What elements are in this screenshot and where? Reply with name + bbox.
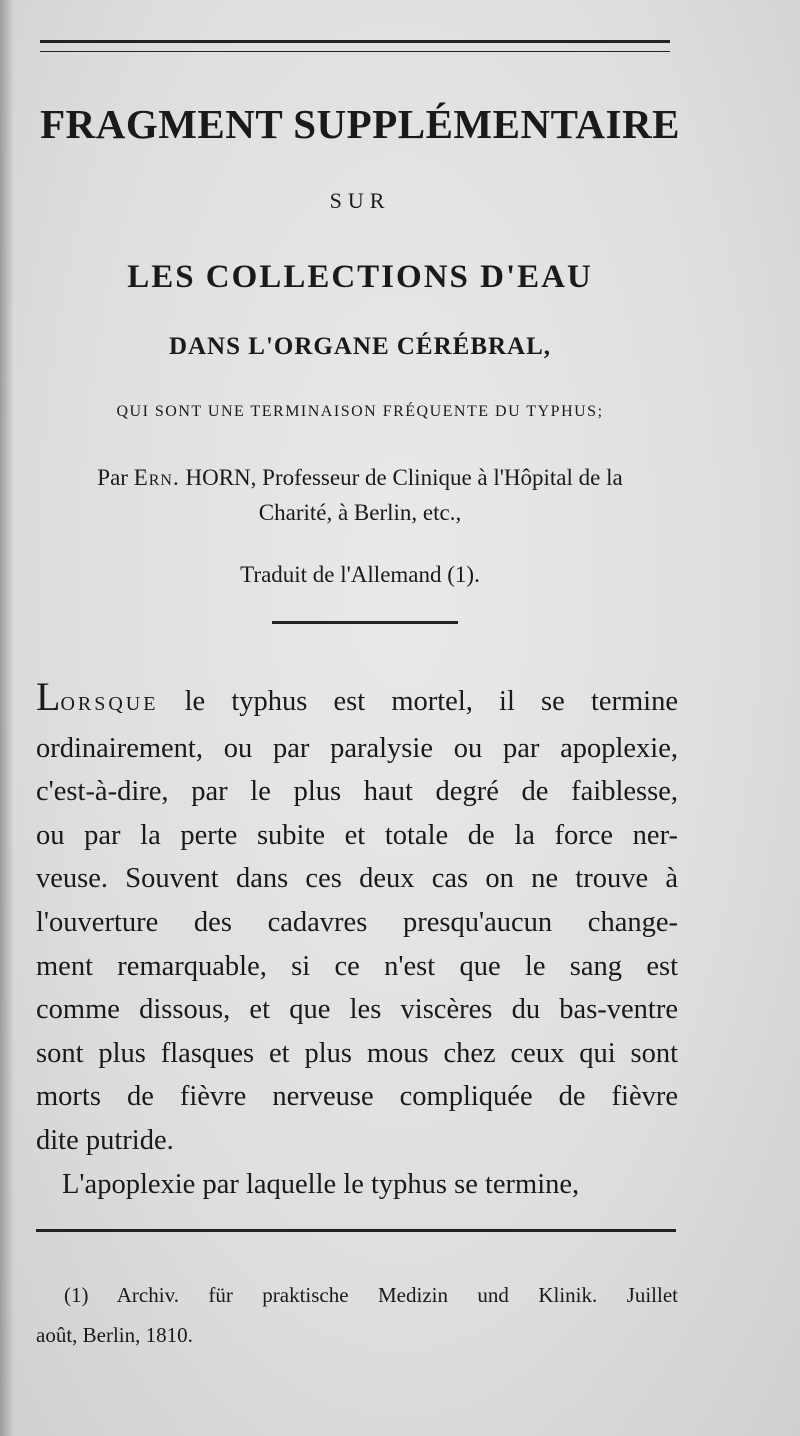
author-surname: HORN <box>185 465 251 490</box>
author-credit <box>40 460 680 530</box>
text-line-4: ou par la perte subite et totale de la force ner- <box>36 819 678 851</box>
text-line-3: c'est-à-dire, par le plus haut degré de faiblesse, <box>36 776 678 808</box>
drop-cap: L <box>36 674 61 719</box>
author-firstname: Ern. <box>133 465 180 490</box>
text-line-2: ordinairement, ou par paralysie ou par apoplexie, <box>36 732 678 764</box>
footnote-rule <box>36 1229 676 1232</box>
footnote-line-1: (1) Archiv. für praktische Medizin und Klinik. Juillet <box>64 1283 678 1307</box>
first-word-smallcaps: ORSQUE <box>60 693 159 715</box>
translation-note: Traduit de l'Allemand (1). <box>240 562 480 587</box>
text-line-8: comme dissous, et que les viscères du bas-ventre <box>36 994 678 1026</box>
text-line-11: dite putride. <box>36 1124 174 1156</box>
title-connector: SUR <box>329 188 391 213</box>
section-divider <box>272 621 458 624</box>
main-text <box>36 674 678 1206</box>
text-line-9: sont plus flasques et plus mous chez ceux qui sont <box>36 1037 678 1069</box>
subtitle-typhus: QUI SONT UNE TERMINAISON FRÉQUENTE DU TYPHUS; <box>116 403 604 420</box>
author-prefix: Par <box>97 465 128 490</box>
text-line-1: LORSQUE le typhus est mortel, il se termine <box>36 674 678 719</box>
top-double-rule <box>40 40 670 52</box>
text-line-7: ment remarquable, si ce n'est que le sang est <box>36 950 678 982</box>
text-line-5: veuse. Souvent dans ces deux cas on ne trouve à <box>36 863 678 895</box>
author-affiliation: Charité, à Berlin, etc., <box>258 500 462 525</box>
subtitle-collections: LES COLLECTIONS D'EAU <box>127 259 593 295</box>
text-line-10: morts de fièvre nerveuse compliquée de fièvre <box>36 1081 678 1113</box>
author-title: , Professeur de Clinique à l'Hôpital de la <box>250 465 623 490</box>
text-line-6: l'ouverture des cadavres presqu'aucun change- <box>36 906 678 938</box>
text-paragraph-2: L'apoplexie par laquelle le typhus se termine, <box>62 1168 580 1200</box>
footnote-line-2: août, Berlin, 1810. <box>36 1323 193 1347</box>
footnote <box>36 1275 678 1355</box>
subtitle-organe: DANS L'ORGANE CÉRÉBRAL, <box>168 333 552 360</box>
page-title: FRAGMENT SUPPLÉMENTAIRE <box>40 101 680 147</box>
